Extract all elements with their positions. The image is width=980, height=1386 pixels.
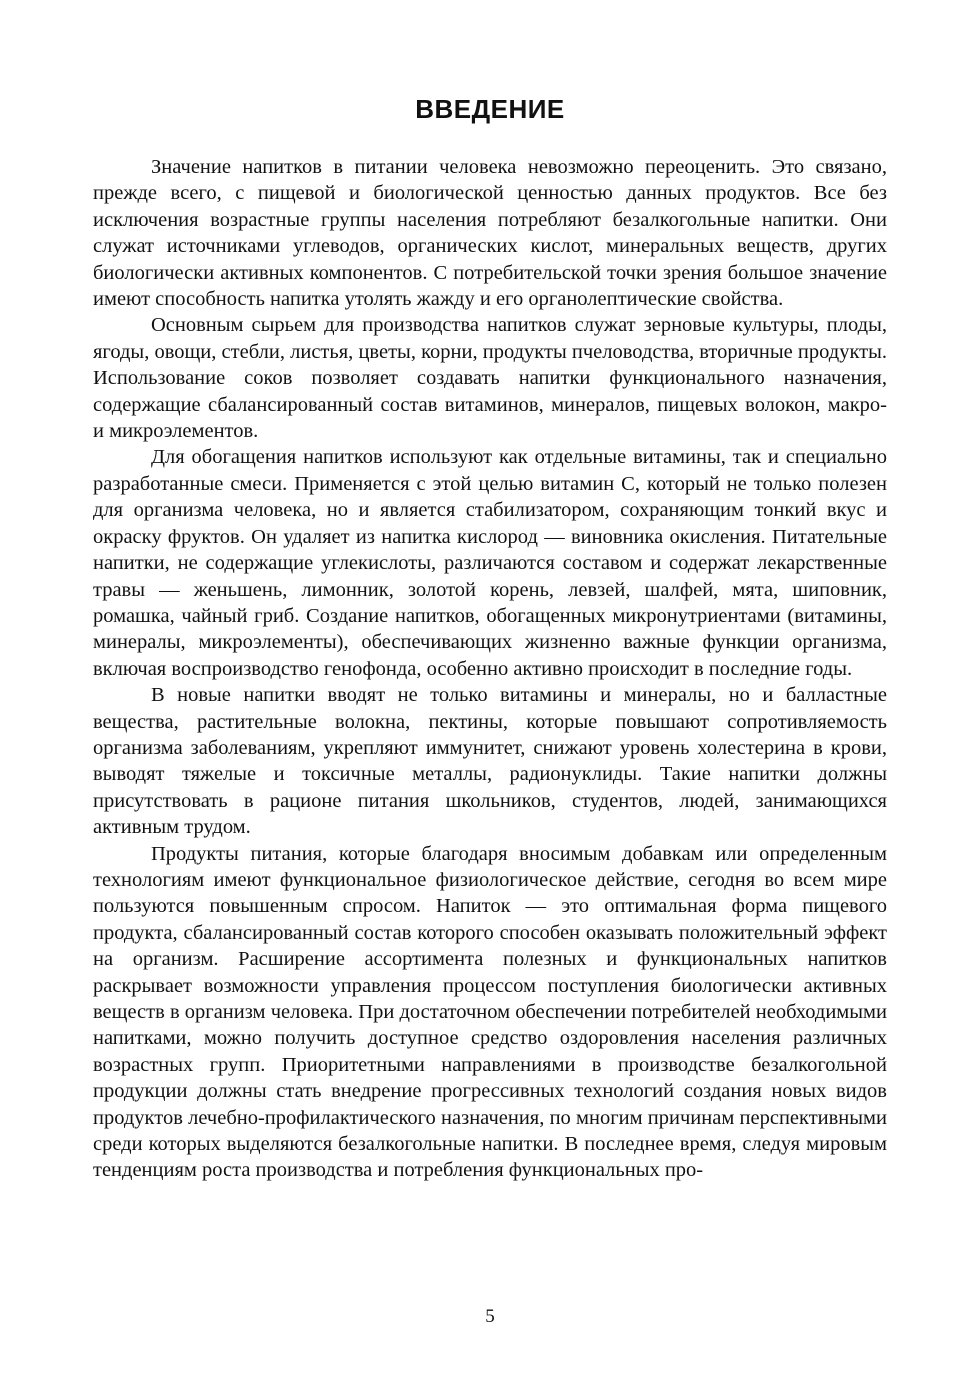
paragraph-3: Для обогащения напитков используют как отдельные витамины, так и специально разработанные смеси. Применяется с этой целью витамин С, который не только полезен для организма человека, но и является стабилизатором, сохраняющим тонкий вкус и окраску фруктов. Он удаляет из напитка кислород — виновника окисления. Питательные напитки, не содержащие углекислоты, различаются составом и содержат лекарственные травы — женьшень, лимонник, золотой корень, левзей, шалфей, мята, шиповник, ромашка, чайный гриб. Создание напитков, обогащенных микронутриентами (витамины, минералы, микроэлементы), обеспечивающих жизненно важные функции организма, включая воспроизводство генофонда, особенно активно происходит в последние годы. — [93, 446, 887, 680]
page-number: 5 — [485, 1306, 495, 1327]
paragraph-2: Основным сырьем для производства напитков служат зерновые культуры, плоды, ягоды, овощи, стебли, листья, цветы, корни, продукты пчеловодства, вторичные продукты. Использование соков позволяет создавать напитки функционального назначения, содержащие сбалансированный состав витаминов, минералов, пищевых волокон, макро- и микроэлементов. — [93, 314, 887, 443]
paragraph-1: Значение напитков в питании человека невозможно переоценить. Это связано, прежде всего, с пищевой и биологической ценностью данных продуктов. Все без исключения возрастные группы населения потребляют безалкогольные напитки. Они служат источниками углеводов, органических кислот, минеральных веществ, других биологически активных компонентов. С потребительской точки зрения большое значение имеют способность напитка утолять жажду и его органолептические свойства. — [93, 156, 887, 311]
section-title: ВВЕДЕНИЕ — [415, 94, 565, 124]
page-body — [93, 92, 887, 1184]
paragraph-5: Продукты питания, которые благодаря вносимым добавкам или определенным технологиям имеют функциональное физиологическое действие, сегодня во всем мире пользуются повышенным спросом. Напиток — это оптимальная форма пищевого продукта, сбалансированный состав которого способен оказывать положительный эффект на организм. Расширение ассортимента полезных и функциональных напитков раскрывает возможности управления процессом поступления биологически активных веществ в организм человека. При достаточном обеспечении потребителей необходимыми напитками, можно получить доступное средство оздоровления населения различных возрастных групп. Приоритетными направлениями в производстве безалкогольной продукции должны стать внедрение прогрессивных технологий создания новых видов продуктов лечебно-профилактического назначения, по многим причинам перспективными среди которых выделяются безалкогольные напитки. В последнее время, следуя мировым тенденциям роста производства и потребления функциональных про- — [93, 842, 887, 1182]
paragraph-4: В новые напитки вводят не только витамины и минералы, но и балластные вещества, растительные волокна, пектины, которые повышают сопротивляемость организма заболеваниям, укрепляют иммунитет, снижают уровень холестерина в крови, выводят тяжелые и токсичные металлы, радионуклиды. Такие напитки должны присутствовать в рационе питания школьников, студентов, людей, занимающихся активным трудом. — [93, 684, 887, 839]
